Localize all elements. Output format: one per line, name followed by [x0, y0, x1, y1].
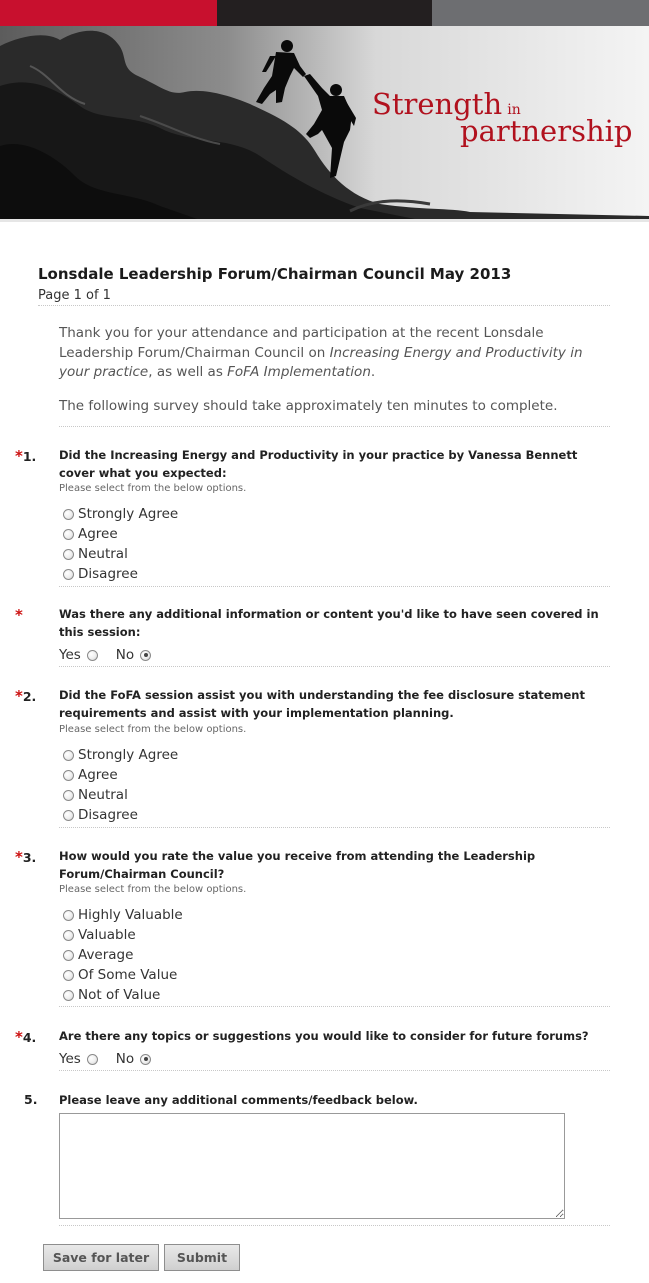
question-hint: Please select from the below options. [59, 884, 247, 895]
question-number: *1. [15, 447, 37, 465]
radio-button[interactable] [63, 790, 74, 801]
radio-button[interactable] [63, 549, 74, 560]
slogan-word-in: in [507, 102, 521, 118]
radio-button[interactable] [63, 770, 74, 781]
option-no[interactable]: No [116, 647, 155, 663]
divider [59, 586, 610, 587]
option-neutral[interactable]: Neutral [63, 785, 178, 805]
radio-button[interactable] [63, 509, 74, 520]
divider [59, 426, 610, 427]
option-strongly-agree[interactable]: Strongly Agree [63, 745, 178, 765]
question-text: Did the Increasing Energy and Productivity in your practice by Vanessa Bennett cover what you expected: [59, 448, 578, 480]
radio-button[interactable] [63, 910, 74, 921]
yes-no-group [59, 647, 155, 663]
question-hint: Please select from the below options. [59, 483, 247, 494]
question-text: Please leave any additional comments/feedback below. [59, 1093, 418, 1107]
radio-button[interactable] [87, 1054, 98, 1065]
submit-button[interactable]: Submit [164, 1244, 240, 1271]
option-valuable[interactable]: Valuable [63, 925, 183, 945]
divider [38, 305, 610, 306]
question-text: Was there any additional information or content you'd like to have seen covered in this session: [59, 607, 599, 639]
radio-button[interactable] [63, 990, 74, 1001]
option-yes[interactable]: Yes [59, 1051, 102, 1067]
intro-paragraph: Thank you for your attendance and participation at the recent Lonsdale Leadership Forum/Chairman Council on Increasing Energy and Productivity in your practice, as well as FoFA Implementation. [59, 325, 583, 380]
option-no[interactable]: No [116, 1051, 155, 1067]
option-highly-valuable[interactable]: Highly Valuable [63, 905, 183, 925]
divider [59, 1225, 610, 1226]
banner-slogan [372, 87, 633, 148]
question-number: * [15, 606, 23, 624]
page-info: Page 1 of 1 [38, 288, 111, 303]
question-text: Did the FoFA session assist you with understanding the fee disclosure statement requirements and assist with your implementation planning. [59, 688, 585, 720]
question-number: *4. [15, 1028, 37, 1046]
top-bar-red-segment [0, 0, 217, 26]
option-of-some-value[interactable]: Of Some Value [63, 965, 183, 985]
radio-button[interactable] [63, 970, 74, 981]
radio-button-selected[interactable] [140, 1054, 151, 1065]
option-average[interactable]: Average [63, 945, 183, 965]
radio-button[interactable] [63, 810, 74, 821]
survey-intro [59, 324, 611, 416]
question-number: *3. [15, 848, 37, 866]
comments-textarea[interactable] [59, 1113, 565, 1219]
options [63, 504, 178, 584]
header-banner [0, 26, 649, 220]
question-hint: Please select from the below options. [59, 724, 247, 735]
survey-title: Lonsdale Leadership Forum/Chairman Council May 2013 [38, 265, 512, 283]
question-text: Are there any topics or suggestions you would like to consider for future forums? [59, 1029, 589, 1043]
option-disagree[interactable]: Disagree [63, 805, 178, 825]
yes-no-group [59, 1051, 155, 1067]
top-bar-grey-segment [432, 0, 649, 26]
options [63, 745, 178, 825]
option-agree[interactable]: Agree [63, 765, 178, 785]
radio-button[interactable] [87, 650, 98, 661]
option-neutral[interactable]: Neutral [63, 544, 178, 564]
option-yes[interactable]: Yes [59, 647, 102, 663]
banner-edge [0, 219, 649, 222]
top-bar-dark-segment [217, 0, 432, 26]
save-for-later-button[interactable]: Save for later [43, 1244, 159, 1271]
options [63, 905, 183, 1005]
option-not-of-value[interactable]: Not of Value [63, 985, 183, 1005]
divider [59, 666, 610, 667]
radio-button[interactable] [63, 750, 74, 761]
slogan-word-partnership: partnership [460, 114, 633, 148]
divider [59, 1006, 610, 1007]
radio-button[interactable] [63, 569, 74, 580]
radio-button[interactable] [63, 930, 74, 941]
question-text: How would you rate the value you receive from attending the Leadership Forum/Chairman Council? [59, 849, 536, 881]
slogan-word-strength: Strength [372, 87, 503, 121]
intro-duration: The following survey should take approximately ten minutes to complete. [59, 397, 558, 414]
top-color-bar [0, 0, 649, 26]
radio-button[interactable] [63, 950, 74, 961]
divider [59, 827, 610, 828]
question-number: *2. [15, 687, 37, 705]
divider [59, 1070, 610, 1071]
radio-button[interactable] [63, 529, 74, 540]
option-disagree[interactable]: Disagree [63, 564, 178, 584]
option-strongly-agree[interactable]: Strongly Agree [63, 504, 178, 524]
radio-button-selected[interactable] [140, 650, 151, 661]
question-number: 5. [24, 1092, 38, 1107]
option-agree[interactable]: Agree [63, 524, 178, 544]
